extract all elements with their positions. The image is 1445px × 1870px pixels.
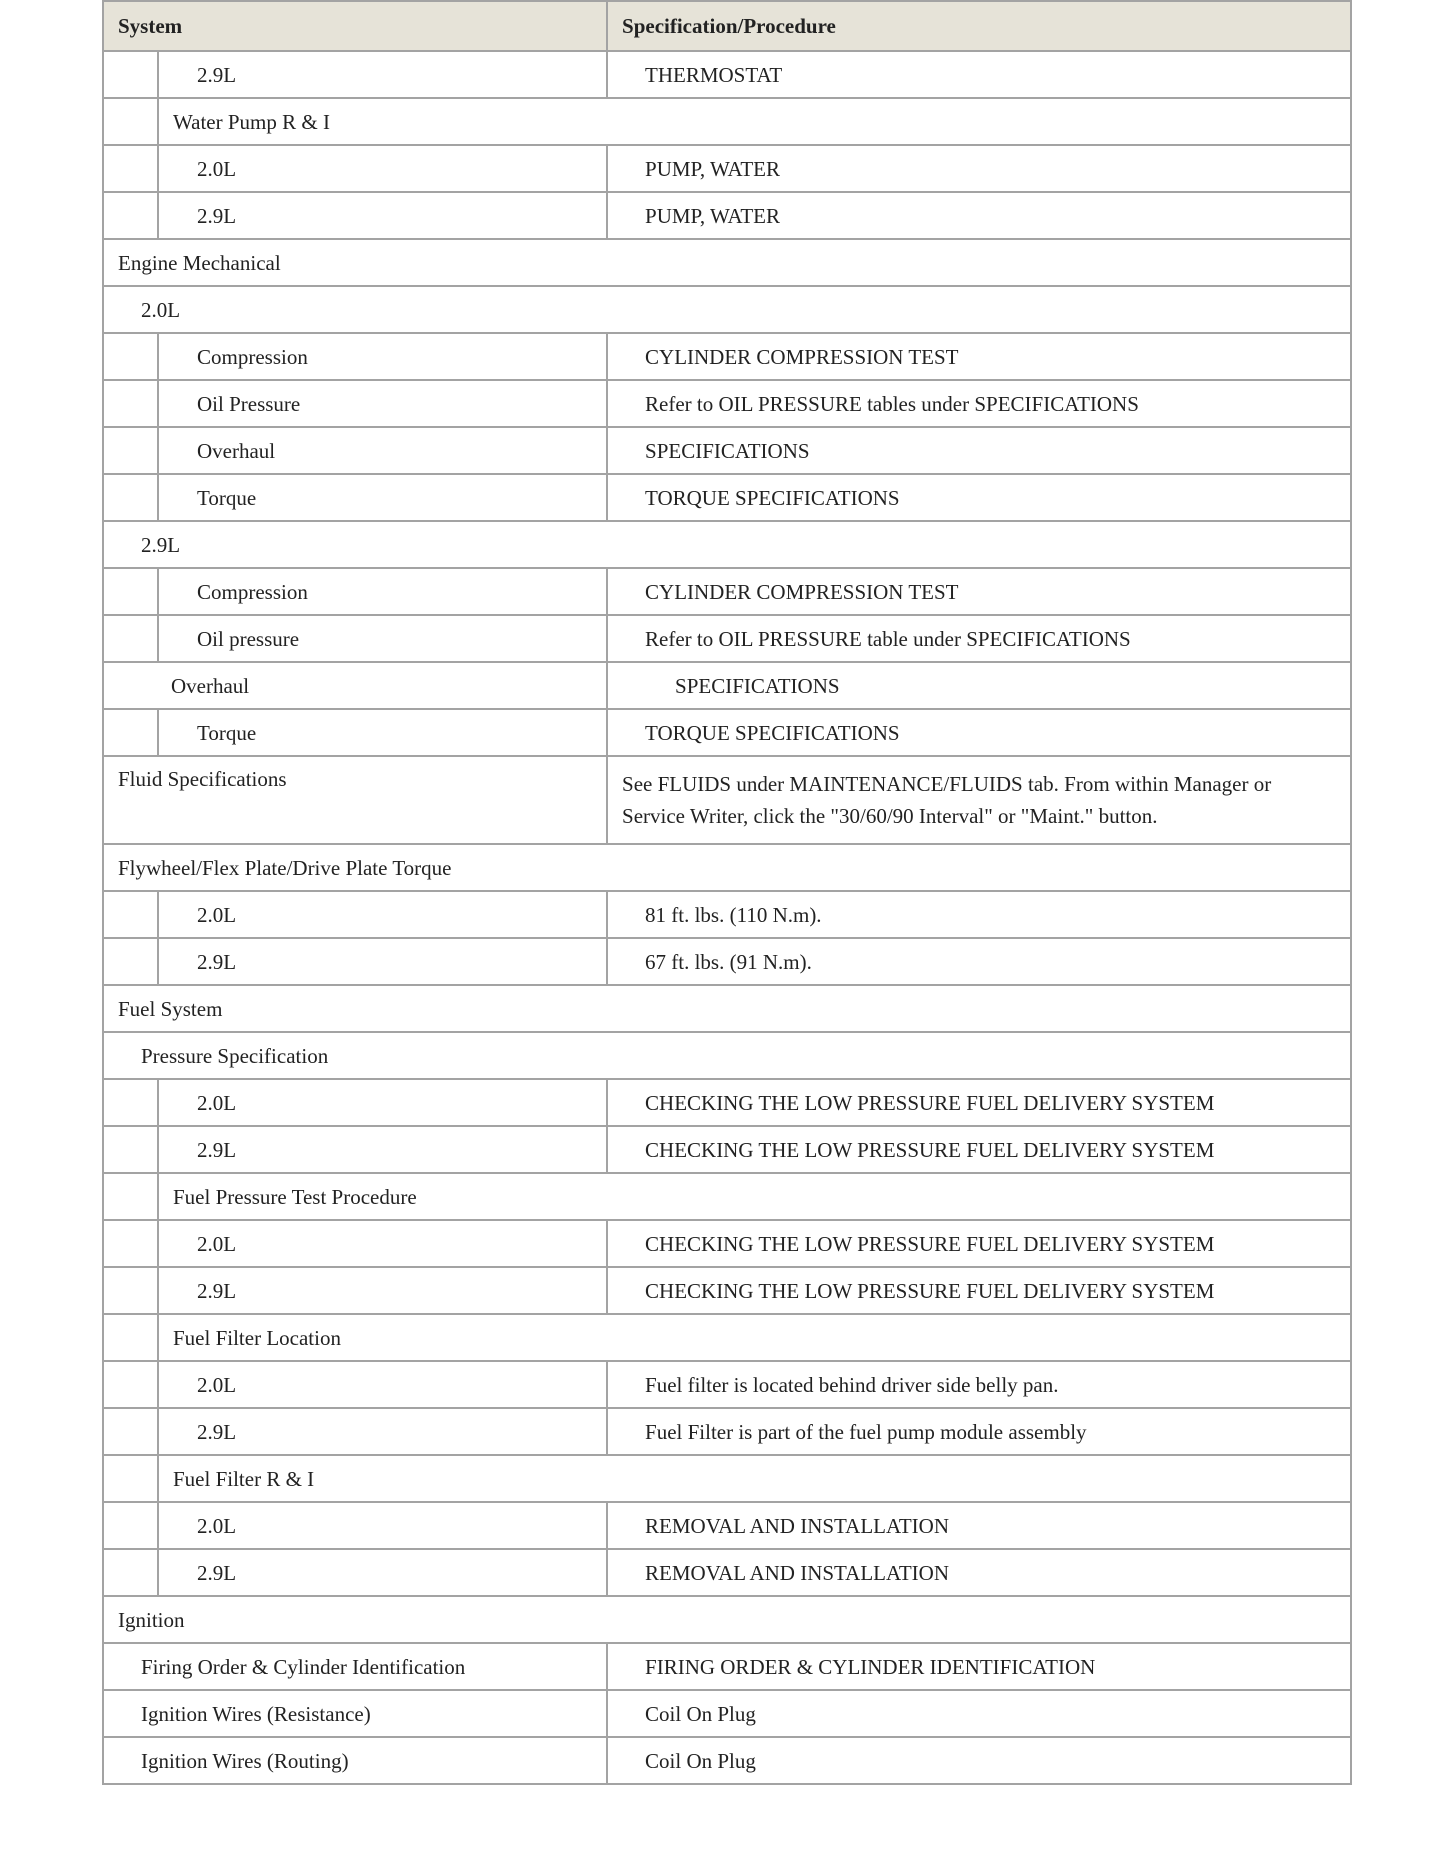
table-row [103,51,1351,98]
specification-cell: CYLINDER COMPRESSION TEST [607,568,1351,615]
specification-cell: FIRING ORDER & CYLINDER IDENTIFICATION [607,1643,1351,1690]
system-cell: Fluid Specifications [103,756,607,844]
table-row [103,1032,1351,1079]
system-cell: 2.9L [158,1267,607,1314]
table-header-row [103,1,1351,51]
specification-cell: CHECKING THE LOW PRESSURE FUEL DELIVERY SYSTEM [607,1079,1351,1126]
specification-cell: THERMOSTAT [607,51,1351,98]
specification-cell: Coil On Plug [607,1690,1351,1737]
system-cell: Overhaul [103,662,607,709]
table-row [103,1643,1351,1690]
table-row [103,1079,1351,1126]
table-row [103,239,1351,286]
system-cell: Torque [158,709,607,756]
indent-gutter [103,1126,158,1173]
table-row [103,1502,1351,1549]
group-label: 2.0L [103,286,1351,333]
indent-gutter [103,427,158,474]
table-row [103,1267,1351,1314]
specification-table [102,0,1352,1785]
specification-cell: REMOVAL AND INSTALLATION [607,1502,1351,1549]
indent-gutter [103,1502,158,1549]
subgroup-label: Fuel Filter Location [158,1314,1351,1361]
table-row [103,985,1351,1032]
table-row [103,1549,1351,1596]
table-row [103,192,1351,239]
system-cell: 2.0L [158,1220,607,1267]
system-cell: Oil Pressure [158,380,607,427]
table-row [103,568,1351,615]
subgroup-label: Fuel Filter R & I [158,1455,1351,1502]
specification-cell: 81 ft. lbs. (110 N.m). [607,891,1351,938]
section-label: Engine Mechanical [103,239,1351,286]
specification-cell: Refer to OIL PRESSURE table under SPECIFICATIONS [607,615,1351,662]
indent-gutter [103,98,158,145]
indent-gutter [103,192,158,239]
system-cell: 2.9L [158,1408,607,1455]
table-row [103,521,1351,568]
table-row [103,662,1351,709]
indent-gutter [103,333,158,380]
specification-cell: Refer to OIL PRESSURE tables under SPECIFICATIONS [607,380,1351,427]
system-cell: 2.9L [158,938,607,985]
specification-cell: PUMP, WATER [607,192,1351,239]
table-row [103,938,1351,985]
system-cell: Compression [158,568,607,615]
system-cell: Ignition Wires (Routing) [103,1737,607,1784]
table-row [103,1220,1351,1267]
table-row [103,1361,1351,1408]
specification-cell: Fuel Filter is part of the fuel pump module assembly [607,1408,1351,1455]
specification-cell: CHECKING THE LOW PRESSURE FUEL DELIVERY SYSTEM [607,1220,1351,1267]
indent-gutter [103,1173,158,1220]
table-row [103,615,1351,662]
table-row [103,709,1351,756]
specification-cell: Fuel filter is located behind driver side belly pan. [607,1361,1351,1408]
table-row [103,1126,1351,1173]
system-cell: 2.9L [158,1549,607,1596]
table-row [103,286,1351,333]
indent-gutter [103,51,158,98]
table-row [103,756,1351,844]
indent-gutter [103,1079,158,1126]
indent-gutter [103,1220,158,1267]
specification-cell: REMOVAL AND INSTALLATION [607,1549,1351,1596]
system-cell: 2.9L [158,51,607,98]
indent-gutter [103,474,158,521]
table-row [103,380,1351,427]
specification-cell: TORQUE SPECIFICATIONS [607,709,1351,756]
indent-gutter [103,380,158,427]
system-cell: Compression [158,333,607,380]
specification-cell: CYLINDER COMPRESSION TEST [607,333,1351,380]
system-cell: 2.9L [158,1126,607,1173]
indent-gutter [103,1455,158,1502]
system-cell: 2.0L [158,891,607,938]
indent-gutter [103,145,158,192]
table-row [103,1173,1351,1220]
system-cell: 2.9L [158,192,607,239]
section-label: Ignition [103,1596,1351,1643]
group-label: Pressure Specification [103,1032,1351,1079]
subgroup-label: Water Pump R & I [158,98,1351,145]
specification-cell: PUMP, WATER [607,145,1351,192]
specification-cell: See FLUIDS under MAINTENANCE/FLUIDS tab. From within Manager or Service Writer, click the "30/60/90 Interval" or "Maint." button. [607,756,1351,844]
table-body [103,51,1351,1784]
indent-gutter [103,568,158,615]
specification-cell: CHECKING THE LOW PRESSURE FUEL DELIVERY SYSTEM [607,1126,1351,1173]
indent-gutter [103,1267,158,1314]
specification-cell: TORQUE SPECIFICATIONS [607,474,1351,521]
indent-gutter [103,1361,158,1408]
indent-gutter [103,891,158,938]
indent-gutter [103,709,158,756]
indent-gutter [103,1549,158,1596]
table-row [103,1596,1351,1643]
system-cell: Ignition Wires (Resistance) [103,1690,607,1737]
table-row [103,1690,1351,1737]
system-cell: 2.0L [158,145,607,192]
header-specification: Specification/Procedure [607,1,1351,51]
indent-gutter [103,1314,158,1361]
table-row [103,891,1351,938]
specification-cell: Coil On Plug [607,1737,1351,1784]
indent-gutter [103,615,158,662]
table-row [103,1314,1351,1361]
system-cell: Oil pressure [158,615,607,662]
table-row [103,474,1351,521]
table-row [103,1737,1351,1784]
table-row [103,98,1351,145]
table-row [103,1408,1351,1455]
system-cell: 2.0L [158,1361,607,1408]
specification-cell: 67 ft. lbs. (91 N.m). [607,938,1351,985]
system-cell: 2.0L [158,1079,607,1126]
table-row [103,1455,1351,1502]
header-system: System [103,1,607,51]
system-cell: Overhaul [158,427,607,474]
specification-cell: SPECIFICATIONS [607,427,1351,474]
section-label: Fuel System [103,985,1351,1032]
system-cell: Firing Order & Cylinder Identification [103,1643,607,1690]
indent-gutter [103,938,158,985]
system-cell: 2.0L [158,1502,607,1549]
group-label: 2.9L [103,521,1351,568]
system-cell: Torque [158,474,607,521]
specification-cell: CHECKING THE LOW PRESSURE FUEL DELIVERY SYSTEM [607,1267,1351,1314]
indent-gutter [103,1408,158,1455]
table-row [103,427,1351,474]
table-row [103,145,1351,192]
table-row [103,333,1351,380]
subgroup-label: Fuel Pressure Test Procedure [158,1173,1351,1220]
section-label: Flywheel/Flex Plate/Drive Plate Torque [103,844,1351,891]
specification-cell: SPECIFICATIONS [607,662,1351,709]
table-row [103,844,1351,891]
